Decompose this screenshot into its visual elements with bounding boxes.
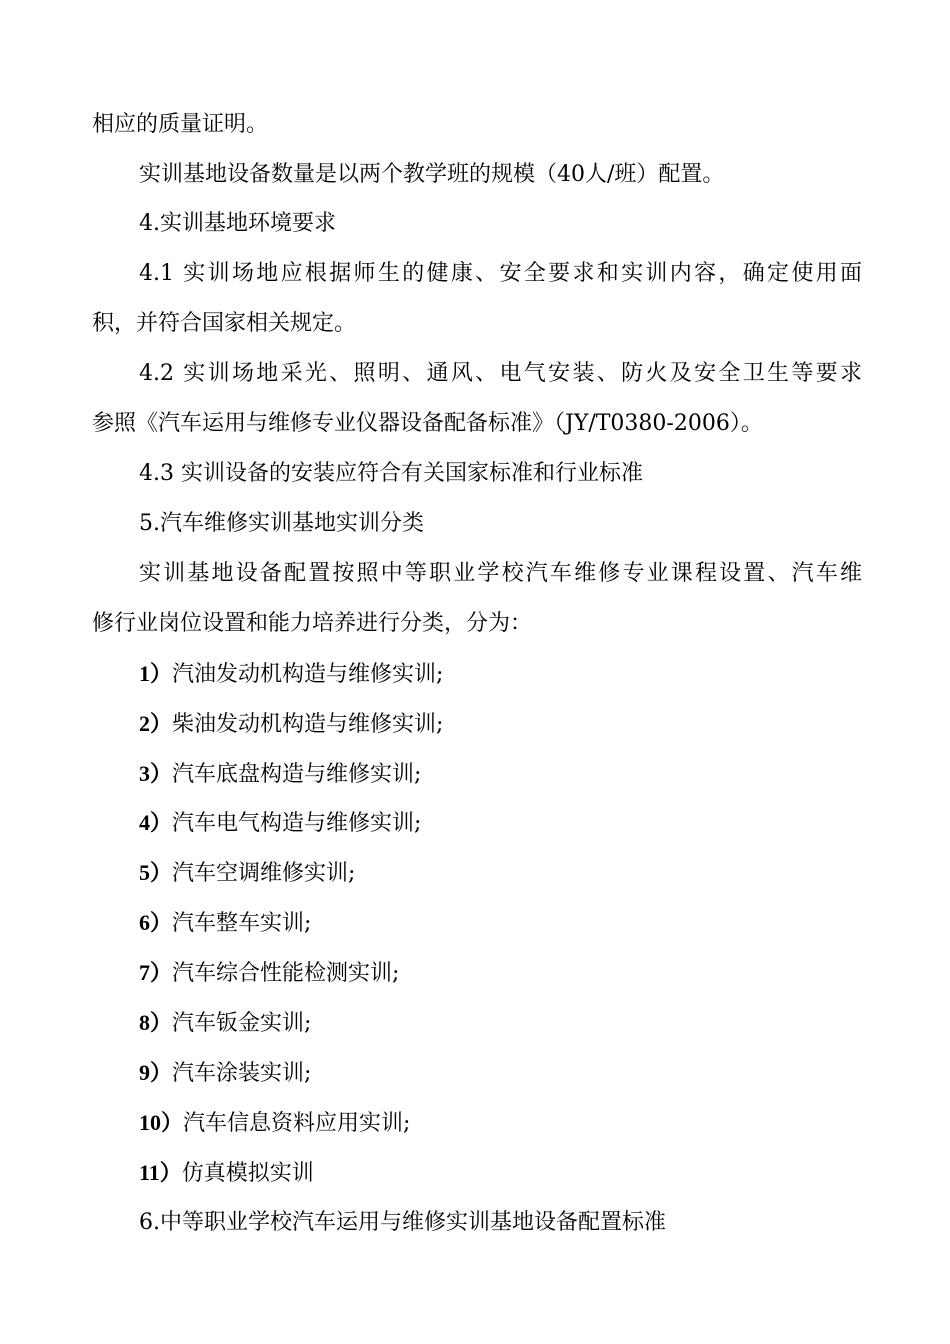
list-item-text: 汽车电气构造与维修实训; [172,811,422,836]
list-item-number: 2） [139,711,173,736]
list-item [139,709,862,740]
heading-environment-requirements: 4.实训基地环境要求 [139,211,336,236]
list-item [139,958,862,989]
list-item-text: 汽车底盘构造与维修实训; [172,762,422,787]
paragraph-4-1-line-2: 积，并符合国家相关规定。 [92,311,357,336]
list-item [139,659,862,690]
list-item-text: 柴油发动机构造与维修实训; [172,712,444,737]
list-item-number: 11） [139,1160,182,1185]
paragraph-4-3: 4.3 实训设备的安装应符合有关国家标准和行业标准 [139,461,643,486]
list-item [139,808,862,839]
paragraph-categories-intro-line-1: 实训基地设备配置按照中等职业学校汽车维修专业课程设置、汽车维 [139,561,862,586]
list-item-number: 7） [139,960,173,985]
list-item [139,1058,862,1089]
list-item-number: 1） [139,661,173,686]
list-item [139,1108,862,1139]
list-item [139,908,862,939]
list-item-number: 5） [139,860,173,885]
list-item-text: 汽车空调维修实训; [172,861,356,886]
list-item-text: 汽车涂装实训; [172,1061,312,1086]
list-item-number: 9） [139,1060,173,1085]
list-item-text: 汽车信息资料应用实训; [183,1111,411,1136]
paragraph-4-1-line-1: 4.1 实训场地应根据师生的健康、安全要求和实训内容，确定使用面 [139,261,862,286]
paragraph-4-2-line-2: 参照《汽车运用与维修专业仪器设备配备标准》（JY/T0380-2006）。 [92,411,763,436]
list-item-text: 汽车钣金实训; [172,1011,312,1036]
list-item [139,1158,862,1189]
list-item-text: 汽车综合性能检测实训; [172,961,400,986]
list-item-number: 3） [139,761,173,786]
paragraph-categories-intro-line-2: 修行业岗位设置和能力培养进行分类，分为： [92,611,533,636]
list-item [139,858,862,889]
paragraph-quality-proof: 相应的质量证明。 [92,112,269,137]
list-item [139,759,862,790]
list-item-text: 汽油发动机构造与维修实训; [172,662,444,687]
list-item-number: 10） [139,1110,184,1135]
list-item [139,1008,862,1039]
paragraph-equipment-quantity: 实训基地设备数量是以两个教学班的规模（40人/班）配置。 [139,162,725,187]
list-item-number: 4） [139,810,173,835]
list-item-text: 汽车整车实训; [172,911,312,936]
heading-equipment-standard: 6.中等职业学校汽车运用与维修实训基地设备配置标准 [139,1210,666,1235]
list-item-number: 8） [139,1010,173,1035]
list-item-number: 6） [139,910,173,935]
list-item-text: 仿真模拟实训 [181,1161,314,1186]
heading-training-categories: 5.汽车维修实训基地实训分类 [139,511,424,536]
paragraph-4-2-line-1: 4.2 实训场地采光、照明、通风、电气安装、防火及安全卫生等要求 [139,361,862,386]
